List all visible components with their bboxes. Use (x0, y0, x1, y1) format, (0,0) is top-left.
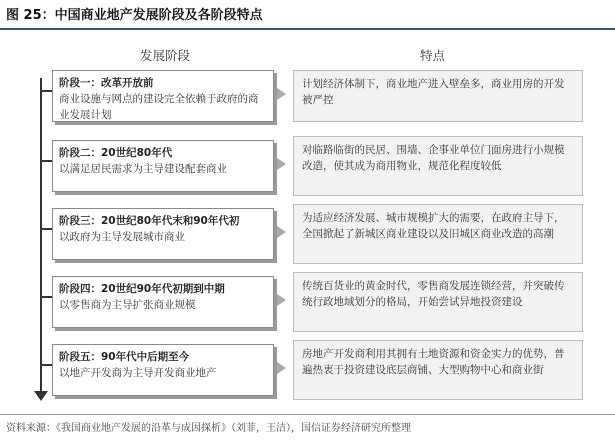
stage-name: 阶段五：90年代中后期至今 (59, 351, 190, 363)
timeline-tick (40, 364, 52, 366)
timeline-arrowhead (34, 391, 48, 401)
characteristics-box-2: 对临路临街的民居、围墙、企事业单位门面房进行小规模改造，使其成为商用物业，规范化程度较低 (293, 136, 583, 196)
stage-box-4 (52, 276, 274, 328)
timeline-tick (40, 90, 52, 92)
source-divider (0, 414, 615, 415)
stage-name: 阶段一：改革开放前 (59, 77, 154, 89)
stage-description: 以地产开发商为主导开发商业地产 (59, 367, 217, 379)
stage-description: 以满足居民需求为主导建设配套商业 (59, 163, 227, 175)
characteristics-box-4: 传统百货业的黄金时代，零售商发展连锁经营，并突破传统行政地域划分的格局，开始尝试异地投资建设 (293, 272, 583, 332)
stage-box-1 (52, 70, 274, 122)
characteristics-box-1: 计划经济体制下，商业地产进入壁垒多，商业用房的开发被严控 (293, 70, 583, 122)
timeline-axis (40, 78, 42, 394)
characteristics-box-3: 为适应经济发展、城市规模扩大的需要，在政府主导下，全国掀起了新城区商业建设以及旧城区商业改造的高潮 (293, 204, 583, 264)
stage-name: 阶段三：20世纪80年代末和90年代初 (59, 215, 240, 227)
characteristics-box-5: 房地产开发商利用其拥有土地资源和资金实力的优势，普遍热衷于投资建设底层商铺、大型购物中心和商业街 (293, 340, 583, 400)
timeline-tick (40, 160, 52, 162)
connector-arrow (277, 158, 286, 170)
connector-arrow (277, 226, 286, 238)
column-header-stages: 发展阶段 (140, 48, 191, 63)
connector-arrow (277, 88, 286, 100)
stage-description: 商业设施与网点的建设完全依赖于政府的商业发展计划 (59, 93, 259, 121)
stage-name: 阶段四：20世纪90年代初期到中期 (59, 283, 225, 295)
stage-name: 阶段二：20世纪80年代 (59, 147, 173, 159)
title-divider (0, 28, 615, 30)
stage-box-5 (52, 344, 274, 396)
stage-box-2 (52, 140, 274, 192)
source-note: 资料来源：《我国商业地产发展的沿革与成因探析》（刘菲，王洁），国信证券经济研究所整理 (6, 423, 411, 434)
stage-description: 以零售商为主导扩张商业规模 (59, 299, 196, 311)
stage-description: 以政府为主导发展城市商业 (59, 231, 185, 243)
column-header-characteristics: 特点 (420, 48, 446, 63)
connector-arrow (277, 294, 286, 306)
figure-title: 图 25：中国商业地产发展阶段及各阶段特点 (6, 8, 263, 23)
stage-box-3 (52, 208, 274, 260)
timeline-tick (40, 228, 52, 230)
connector-arrow (277, 362, 286, 374)
timeline-tick (40, 296, 52, 298)
